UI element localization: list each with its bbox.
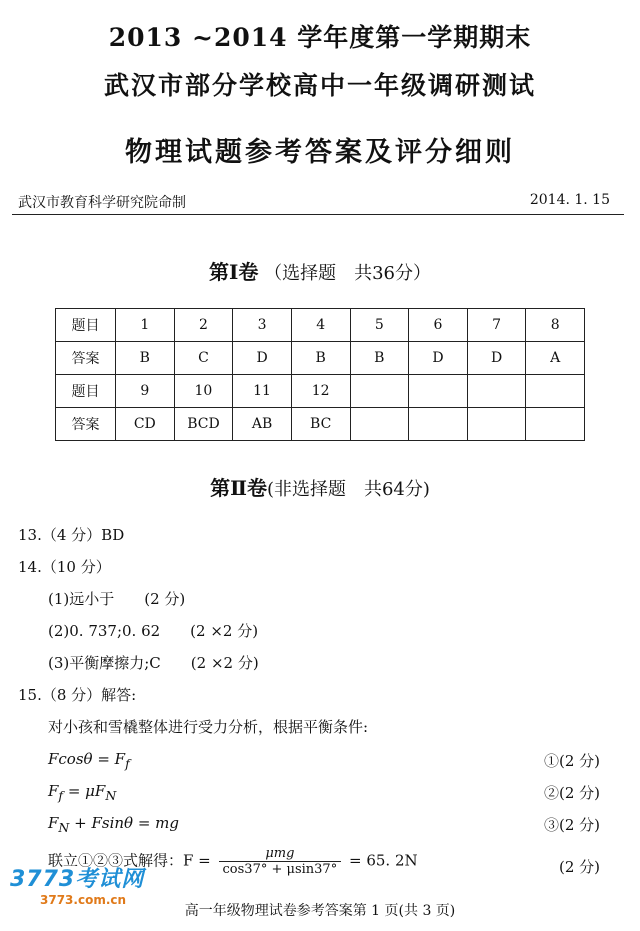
watermark-logo: 3773考试网 bbox=[10, 867, 145, 892]
section1-note: （选择题 共36分） bbox=[264, 263, 431, 284]
q15-final-result: = 65. 2N bbox=[348, 851, 418, 870]
table-cell: 12 bbox=[291, 375, 350, 408]
table-row bbox=[56, 375, 585, 408]
table-row-header: 答案 bbox=[56, 342, 116, 375]
section2-heading bbox=[0, 472, 640, 501]
table-cell: 11 bbox=[233, 375, 292, 408]
table-cell: B bbox=[291, 342, 350, 375]
page-footer: 高一年级物理试卷参考答案第 1 页(共 3 页) bbox=[184, 903, 456, 919]
table-cell bbox=[350, 375, 409, 408]
section2-note: (非选择题 共64分) bbox=[266, 479, 430, 500]
answer-table bbox=[55, 308, 585, 441]
section1-heading bbox=[0, 256, 640, 285]
table-row-header: 题目 bbox=[56, 309, 116, 342]
table-row bbox=[56, 342, 585, 375]
q14-head: 14.（10 分） bbox=[18, 558, 111, 576]
table-cell: 3 bbox=[233, 309, 292, 342]
issuer: 武汉市教育科学研究院命制 bbox=[18, 195, 186, 211]
section2-label: 第Ⅱ卷 bbox=[210, 476, 267, 500]
q15-fraction bbox=[219, 846, 342, 877]
q15-eq3-score: ③(2 分) bbox=[543, 816, 600, 834]
table-cell bbox=[526, 375, 585, 408]
table-cell: D bbox=[467, 342, 526, 375]
table-cell: D bbox=[409, 342, 468, 375]
table-row-header: 题目 bbox=[56, 375, 116, 408]
q15-intro: 对小孩和雪橇整体进行受力分析，根据平衡条件: bbox=[48, 718, 369, 736]
table-cell: 9 bbox=[116, 375, 175, 408]
q15-eq1-score: ①(2 分) bbox=[543, 752, 600, 770]
table-cell bbox=[409, 375, 468, 408]
table-cell: D bbox=[233, 342, 292, 375]
fraction-numerator: μmg bbox=[219, 846, 342, 862]
table-cell: 6 bbox=[409, 309, 468, 342]
q14-item-2: (2)0. 737;0. 62 (2 ×2 分) bbox=[48, 622, 259, 640]
issue-date: 2014. 1. 15 bbox=[529, 192, 610, 208]
fraction-denominator: cos37° + μsin37° bbox=[222, 862, 338, 877]
table-cell: C bbox=[174, 342, 233, 375]
q15-head: 15.（8 分）解答: bbox=[18, 686, 137, 704]
q15-eq1: $Fcos\theta = F_f$ bbox=[48, 750, 130, 771]
table-cell: 2 bbox=[174, 309, 233, 342]
table-cell bbox=[467, 375, 526, 408]
section1-label: 第Ⅰ卷 bbox=[209, 260, 259, 284]
table-cell: B bbox=[116, 342, 175, 375]
table-cell: BCD bbox=[174, 408, 233, 441]
table-cell: 10 bbox=[174, 375, 233, 408]
table-cell: B bbox=[350, 342, 409, 375]
q15-eq2-score: ②(2 分) bbox=[543, 784, 600, 802]
header-line2: 武汉市部分学校高中一年级调研测试 bbox=[103, 71, 536, 100]
watermark-url: 3773.com.cn bbox=[40, 893, 127, 907]
q15-eq2: $F_f = \mu F_N$ bbox=[48, 782, 117, 803]
table-cell bbox=[350, 408, 409, 441]
table-row bbox=[56, 309, 585, 342]
q14-item-3: (3)平衡摩擦力;C (2 ×2 分) bbox=[48, 654, 259, 672]
table-cell: CD bbox=[116, 408, 175, 441]
table-cell bbox=[526, 408, 585, 441]
table-cell: AB bbox=[233, 408, 292, 441]
document-title: 物理试题参考答案及评分细则 bbox=[125, 137, 515, 168]
table-cell: 4 bbox=[291, 309, 350, 342]
table-cell bbox=[409, 408, 468, 441]
header-line1: 2013 ~2014 学年度第一学期期末 bbox=[108, 23, 532, 52]
table-cell: 1 bbox=[116, 309, 175, 342]
q15-eq3: $F_N + Fsin\theta$ = mg bbox=[48, 814, 179, 835]
table-cell: 8 bbox=[526, 309, 585, 342]
q13-answer: 13.（4 分）BD bbox=[18, 526, 125, 544]
header-divider bbox=[12, 214, 624, 215]
table-cell: 5 bbox=[350, 309, 409, 342]
q14-item-1: (1)远小于 (2 分) bbox=[48, 590, 186, 608]
q15-final-score: (2 分) bbox=[558, 858, 600, 876]
table-row bbox=[56, 408, 585, 441]
table-cell bbox=[467, 408, 526, 441]
q15-final-prefix: 联立①②③式解得：F = bbox=[48, 851, 211, 870]
table-cell: BC bbox=[291, 408, 350, 441]
table-cell: 7 bbox=[467, 309, 526, 342]
table-cell: A bbox=[526, 342, 585, 375]
table-row-header: 答案 bbox=[56, 408, 116, 441]
